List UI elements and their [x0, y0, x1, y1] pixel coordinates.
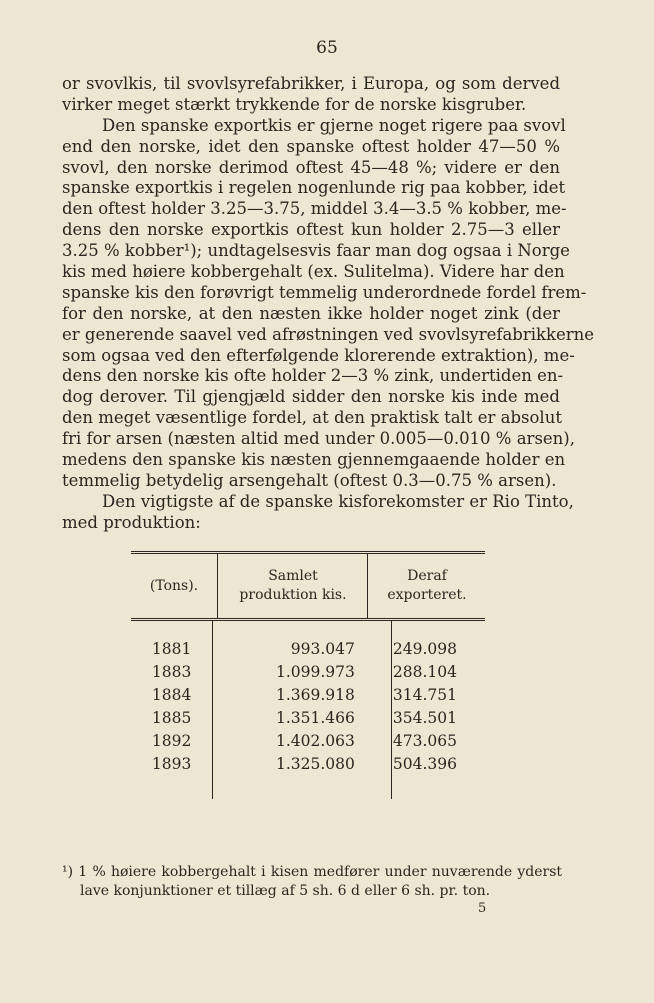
exported-cell: 354.501 [392, 708, 457, 727]
page-number: 65 [316, 38, 338, 58]
text-line: virker meget stærkt trykkende for de norske kisgruber. [62, 94, 527, 114]
year-cell: 1893 [131, 752, 213, 775]
text-line: med produktion: [62, 512, 201, 532]
exported-cell: 249.098 [392, 639, 457, 658]
footnote-line: ¹) 1 % høiere kobbergehalt i kisen medfører under nuværende yderst [62, 864, 562, 880]
year-cell: 1884 [131, 683, 213, 706]
header-unit: (Tons). [131, 554, 218, 618]
signature-mark: 5 [478, 901, 487, 916]
text-line: svovl, den norske derimod oftest 45—48 %; videre er den [62, 157, 560, 177]
exported-cell: 504.396 [392, 754, 457, 773]
table-row [131, 683, 485, 706]
footnote [62, 863, 562, 901]
year-cell: 1892 [131, 729, 213, 752]
table-header-row [131, 554, 485, 618]
exported-cell: 288.104 [392, 662, 457, 681]
text-line: er generende saavel ved afrøstningen ved svovlsyrefabrikkerne [62, 324, 595, 344]
text-line: spanske exportkis i regelen nogenlunde rig paa kobber, idet [62, 178, 566, 198]
text-line: dens den norske kis ofte holder 2—3 % zink, undertiden en- [62, 366, 564, 386]
text-line: end den norske, idet den spanske oftest holder 47—50 % [62, 136, 560, 156]
header-exported-line1: Deraf [407, 568, 447, 584]
total-cell: 993.047 [213, 637, 392, 660]
text-line: spanske kis den forøvrigt temmelig underordnede fordel frem- [62, 282, 587, 302]
year-cell: 1885 [131, 706, 213, 729]
body-text [62, 74, 595, 534]
table-row [131, 660, 485, 683]
text-line: den meget væsentlige fordel, at den praktisk talt er absolut [62, 408, 562, 428]
header-exported [368, 554, 486, 618]
text-line: Den spanske exportkis er gjerne noget rigere paa svovl [102, 115, 566, 135]
year-cell: 1881 [131, 637, 213, 660]
text-line: den oftest holder 3.25—3.75, middel 3.4—3.5 % kobber, me- [62, 199, 567, 219]
text-line: Den vigtigste af de spanske kisforekomster er Rio Tinto, [102, 491, 574, 511]
text-line: som ogsaa ved den efterfølgende klorerende extraktion), me- [62, 345, 575, 365]
table-row [131, 752, 485, 775]
total-cell: 1.099.973 [213, 660, 392, 683]
table-row [131, 637, 485, 660]
text-line: for den norske, at den næsten ikke holder noget zink (der [62, 303, 560, 323]
text-line: 3.25 % kobber¹); undtagelsesvis faar man dog ogsaa i Norge [62, 241, 570, 261]
header-total [218, 554, 368, 618]
total-cell: 1.402.063 [213, 729, 392, 752]
text-line: temmelig betydelig arsengehalt (oftest 0.3—0.75 % arsen). [62, 470, 557, 490]
footnote-line: lave konjunktioner et tillæg af 5 sh. 6 d eller 6 sh. pr. ton. [80, 883, 491, 899]
text-line: medens den spanske kis næsten gjennemgaaende holder en [62, 450, 566, 470]
production-table [131, 551, 485, 799]
text-line: dog derover. Til gjengjæld sidder den norske kis inde med [62, 387, 560, 407]
header-total-line1: Samlet [268, 568, 318, 584]
table-row [131, 729, 485, 752]
text-line: dens den norske exportkis oftest kun holder 2.75—3 eller [62, 220, 560, 240]
table-row [131, 706, 485, 729]
text-line: or svovlkis, til svovlsyrefabrikker, i Europa, og som derved [62, 74, 560, 93]
exported-cell: 314.751 [392, 685, 457, 704]
year-cell: 1883 [131, 660, 213, 683]
text-line: kis med høiere kobbergehalt (ex. Sulitelma). Videre har den [62, 262, 565, 282]
header-total-line2: produktion kis. [239, 587, 347, 603]
header-exported-line2: exporteret. [387, 587, 467, 603]
total-cell: 1.325.080 [213, 752, 392, 775]
exported-cell: 473.065 [392, 731, 457, 750]
total-cell: 1.351.466 [213, 706, 392, 729]
text-line: fri for arsen (næsten altid med under 0.005—0.010 % arsen), [62, 429, 575, 449]
total-cell: 1.369.918 [213, 683, 392, 706]
